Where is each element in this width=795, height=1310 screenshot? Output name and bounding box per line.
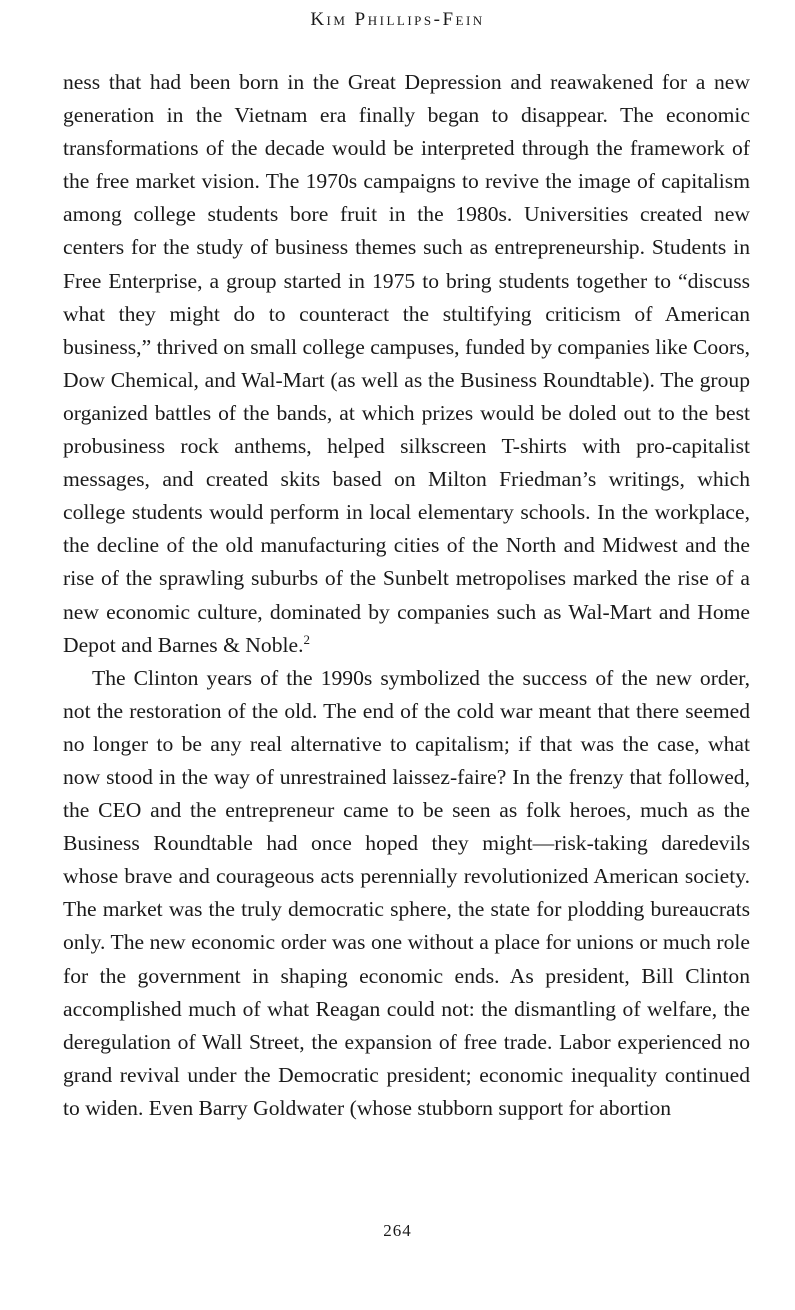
paragraph [63,662,750,1125]
paragraph-text: The Clinton years of the 1990s symbolized the success of the new order, not the restoration of the old. The end of the cold war meant that there seemed no longer to be any real alternative to capitalism; if that was the case, what now stood in the way of unrestrained laissez-faire? In the frenzy that followed, the CEO and the entrepreneur came to be seen as folk heroes, much as the Business Roundtable had once hoped they might—risk-taking daredevils whose brave and courageous acts perennially revolutionized American society. The market was the truly democratic sphere, the state for plodding bureaucrats only. The new economic order was one without a place for unions or much role for the government in shaping economic ends. As president, Bill Clinton accomplished much of what Reagan could not: the dismantling of welfare, the deregulation of Wall Street, the expansion of free trade. Labor experienced no grand revival under the Democratic president; economic inequality continued to widen. Even Barry Goldwater (whose stubborn support for abortion [63,665,750,1120]
running-head: Kim Phillips-Fein [310,9,485,30]
footnote-reference: 2 [303,631,310,647]
page-number: 264 [383,1221,412,1240]
paragraph-text: ness that had been born in the Great Depression and reawakened for a new generation in the Vietnam era finally began to disappear. The economic transformations of the decade would be interpreted through the framework of the free market vision. The 1970s campaigns to revive the image of capitalism among college students bore fruit in the 1980s. Universities created new centers for the study of business themes such as entrepreneurship. Students in Free Enterprise, a group started in 1975 to bring students together to “discuss what they might do to counteract the stultifying criticism of American business,” thrived on small college campuses, funded by companies like Coors, Dow Chemical, and Wal-Mart (as well as the Business Roundtable). The group organized battles of the bands, at which prizes would be doled out to the best probusiness rock anthems, helped silkscreen T-shirts with pro-capitalist messages, and created skits based on Milton Friedman’s writings, which college students would perform in local elementary schools. In the workplace, the decline of the old manufacturing cities of the North and Midwest and the rise of the sprawling suburbs of the Sunbelt metropolises marked the rise of a new economic culture, dominated by companies such as Wal-Mart and Home Depot and Barnes & Noble. [63,70,750,657]
body-text [63,66,750,1125]
paragraph [63,66,750,662]
